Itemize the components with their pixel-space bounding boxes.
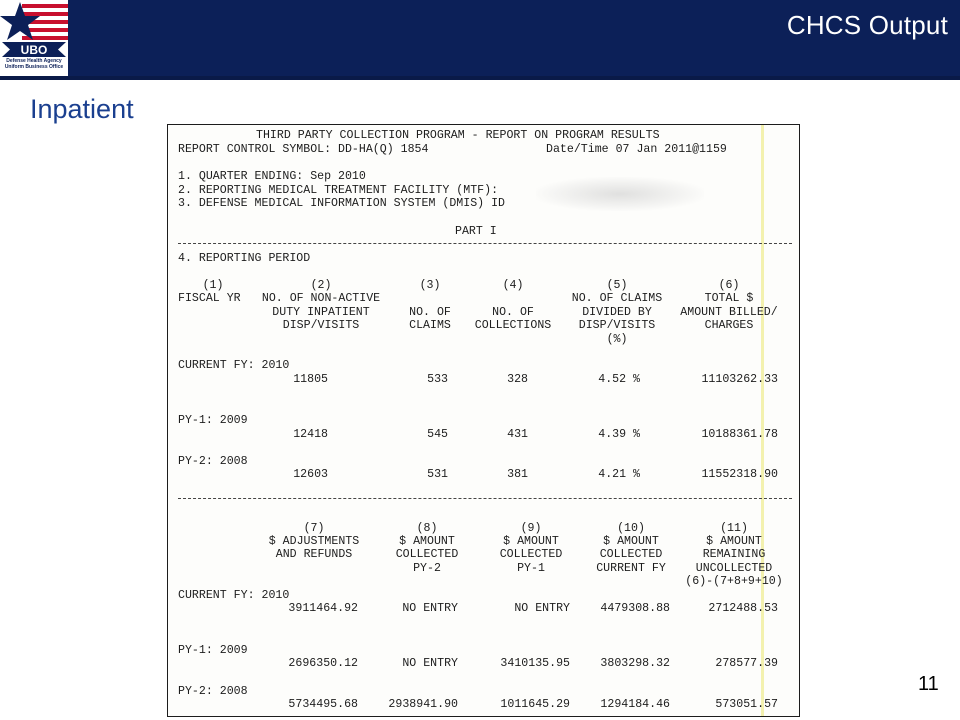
col-8-head: PY-2 xyxy=(413,562,441,575)
col-7-head: AND REFUNDS xyxy=(275,548,353,561)
table-cell: 531 xyxy=(427,468,448,481)
report-title: THIRD PARTY COLLECTION PROGRAM - REPORT ON PROGRAM RESULTS xyxy=(256,129,660,142)
col-8-num: (8) xyxy=(416,522,438,535)
col-11-num: (11) xyxy=(720,522,748,535)
ubo-logo xyxy=(0,0,68,78)
row-label: CURRENT FY: 2010 xyxy=(178,589,290,602)
col-9-head: $ AMOUNT xyxy=(503,535,559,548)
col-10-head: CURRENT FY xyxy=(596,562,666,575)
table-cell: 3410135.95 xyxy=(500,657,570,670)
col-10-num: (10) xyxy=(617,522,645,535)
row-label: CURRENT FY: 2010 xyxy=(178,359,290,372)
col-3-head: NO. OF xyxy=(409,306,451,319)
table-cell: 5734495.68 xyxy=(288,698,358,711)
table-cell: 1011645.29 xyxy=(500,698,570,711)
table-cell: 3803298.32 xyxy=(600,657,670,670)
table-cell: 10188361.78 xyxy=(701,428,778,441)
col-1-head: FISCAL YR xyxy=(178,292,241,305)
table-cell: 4.21 % xyxy=(598,468,640,481)
report-scan xyxy=(167,124,800,717)
table-cell: 4.52 % xyxy=(598,373,640,386)
report-datetime: Date/Time 07 Jan 2011@1159 xyxy=(546,143,727,156)
table-cell: 11805 xyxy=(293,373,328,386)
row-label: PY-1: 2009 xyxy=(178,414,248,427)
table-cell: 328 xyxy=(507,373,528,386)
row-label: PY-2: 2008 xyxy=(178,455,248,468)
col-7-num: (7) xyxy=(303,522,325,535)
reporting-period: 4. REPORTING PERIOD xyxy=(178,252,311,265)
table-cell: 533 xyxy=(427,373,448,386)
col-6-num: (6) xyxy=(718,279,740,292)
col-4-num: (4) xyxy=(502,279,524,292)
table-cell: NO ENTRY xyxy=(402,657,458,670)
redacted-stamp xyxy=(536,177,704,211)
reporting-facility: 2. REPORTING MEDICAL TREATMENT FACILITY (MTF): xyxy=(178,184,499,197)
table-cell: 1294184.46 xyxy=(600,698,670,711)
col-4-head: COLLECTIONS xyxy=(474,319,552,332)
row-label: PY-1: 2009 xyxy=(178,644,248,657)
col-7-head: $ ADJUSTMENTS xyxy=(268,535,360,548)
col-3-num: (3) xyxy=(419,279,441,292)
col-2-head: DISP/VISITS xyxy=(282,319,360,332)
table-cell: 573051.57 xyxy=(715,698,778,711)
row-label: PY-2: 2008 xyxy=(178,685,248,698)
col-5-head: (%) xyxy=(606,333,628,346)
col-1-num: (1) xyxy=(202,279,224,292)
table-cell: NO ENTRY xyxy=(514,602,570,615)
table-cell: 4479308.88 xyxy=(600,602,670,615)
table-cell: 545 xyxy=(427,428,448,441)
table-cell: 278577.39 xyxy=(715,657,778,670)
header-rule xyxy=(0,76,960,80)
table-cell: NO ENTRY xyxy=(402,602,458,615)
table-cell: 12603 xyxy=(293,468,328,481)
col-8-head: $ AMOUNT xyxy=(399,535,455,548)
dashed-divider xyxy=(178,498,792,499)
dashed-divider xyxy=(178,243,792,244)
col-9-head: COLLECTED xyxy=(499,548,563,561)
table-cell: 11103262.33 xyxy=(701,373,778,386)
col-10-head: COLLECTED xyxy=(599,548,663,561)
part-label: PART I xyxy=(455,225,497,238)
col-11-head: UNCOLLECTED xyxy=(695,562,773,575)
col-5-num: (5) xyxy=(606,279,628,292)
section-title: Inpatient xyxy=(30,94,134,124)
col-3-head: CLAIMS xyxy=(409,319,451,332)
table-cell: 12418 xyxy=(293,428,328,441)
table-cell: 381 xyxy=(507,468,528,481)
col-4-head: NO. OF xyxy=(492,306,534,319)
report-control-symbol: REPORT CONTROL SYMBOL: DD-HA(Q) 1854 xyxy=(178,143,429,156)
table-cell: 431 xyxy=(507,428,528,441)
col-2-head: DUTY INPATIENT xyxy=(272,306,370,319)
col-9-head: PY-1 xyxy=(517,562,545,575)
col-11-head: REMAINING xyxy=(702,548,766,561)
col-2-num: (2) xyxy=(310,279,332,292)
col-5-head: NO. OF CLAIMS xyxy=(571,292,663,305)
page-number: 11 xyxy=(918,673,939,695)
header-band xyxy=(0,0,960,80)
header-title: CHCS Output xyxy=(786,10,948,40)
col-2-head: NO. OF NON-ACTIVE xyxy=(261,292,381,305)
col-8-head: COLLECTED xyxy=(395,548,459,561)
table-cell: 11552318.90 xyxy=(701,468,778,481)
col-9-num: (9) xyxy=(520,522,542,535)
table-cell: 2938941.90 xyxy=(388,698,458,711)
logo-line-1: Defense Health Agency xyxy=(6,58,62,64)
col-5-head: DISP/VISITS xyxy=(578,319,656,332)
col-11-head: (6)-(7+8+9+10) xyxy=(685,575,783,588)
col-11-head: $ AMOUNT xyxy=(706,535,762,548)
table-cell: 2696350.12 xyxy=(288,657,358,670)
col-6-head: CHARGES xyxy=(704,319,754,332)
table-cell: 3911464.92 xyxy=(288,602,358,615)
quarter-ending: 1. QUARTER ENDING: Sep 2010 xyxy=(178,170,366,183)
col-6-head: AMOUNT BILLED/ xyxy=(680,306,778,319)
col-6-head: TOTAL $ xyxy=(704,292,754,305)
logo-acronym: UBO xyxy=(20,43,48,57)
col-10-head: $ AMOUNT xyxy=(603,535,659,548)
dmis-id: 3. DEFENSE MEDICAL INFORMATION SYSTEM (DMIS) ID xyxy=(178,197,505,210)
table-cell: 4.39 % xyxy=(598,428,640,441)
table-cell: 2712488.53 xyxy=(708,602,778,615)
highlight-line xyxy=(761,125,764,716)
logo-line-2: Uniform Business Office xyxy=(4,64,64,70)
col-5-head: DIVIDED BY xyxy=(582,306,652,319)
